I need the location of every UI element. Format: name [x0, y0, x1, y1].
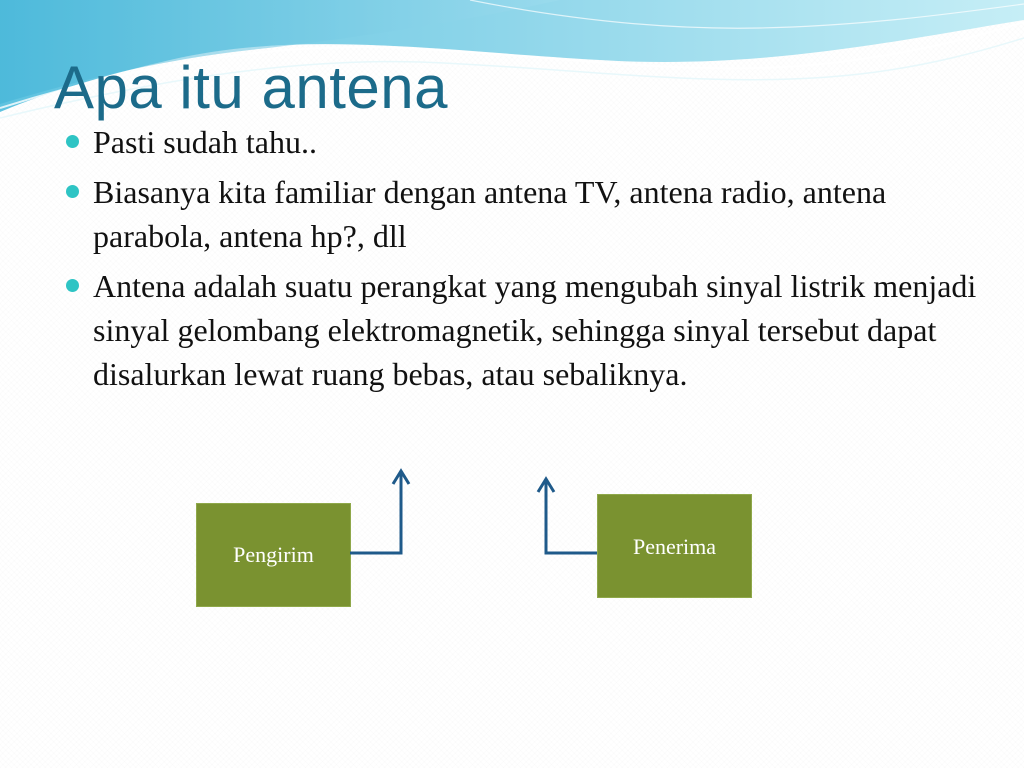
- sender-antenna-icon: [350, 471, 409, 553]
- sender-label: Pengirim: [233, 542, 314, 567]
- bullet-text: Pasti sudah tahu..: [93, 124, 317, 160]
- bullet-item: [64, 120, 984, 164]
- sender-box: [196, 503, 351, 607]
- receiver-box: [597, 494, 752, 598]
- bullet-dot-icon: [66, 135, 79, 148]
- bullet-text: Antena adalah suatu perangkat yang mengubah sinyal listrik menjadi sinyal gelombang elektromagnetik, sehingga sinyal tersebut dapat disalurkan lewat ruang bebas, atau sebaliknya.: [93, 268, 977, 392]
- bullet-item: [64, 264, 984, 396]
- receiver-antenna-icon: [538, 479, 597, 553]
- bullet-dot-icon: [66, 185, 79, 198]
- bullet-dot-icon: [66, 279, 79, 292]
- bullet-item: [64, 170, 984, 258]
- receiver-label: Penerima: [632, 534, 717, 559]
- slide-title: Apa itu antena: [54, 54, 448, 121]
- bullet-text: Biasanya kita familiar dengan antena TV, antena radio, antena parabola, antena hp?, dll: [93, 174, 887, 254]
- bullet-list: [64, 120, 984, 402]
